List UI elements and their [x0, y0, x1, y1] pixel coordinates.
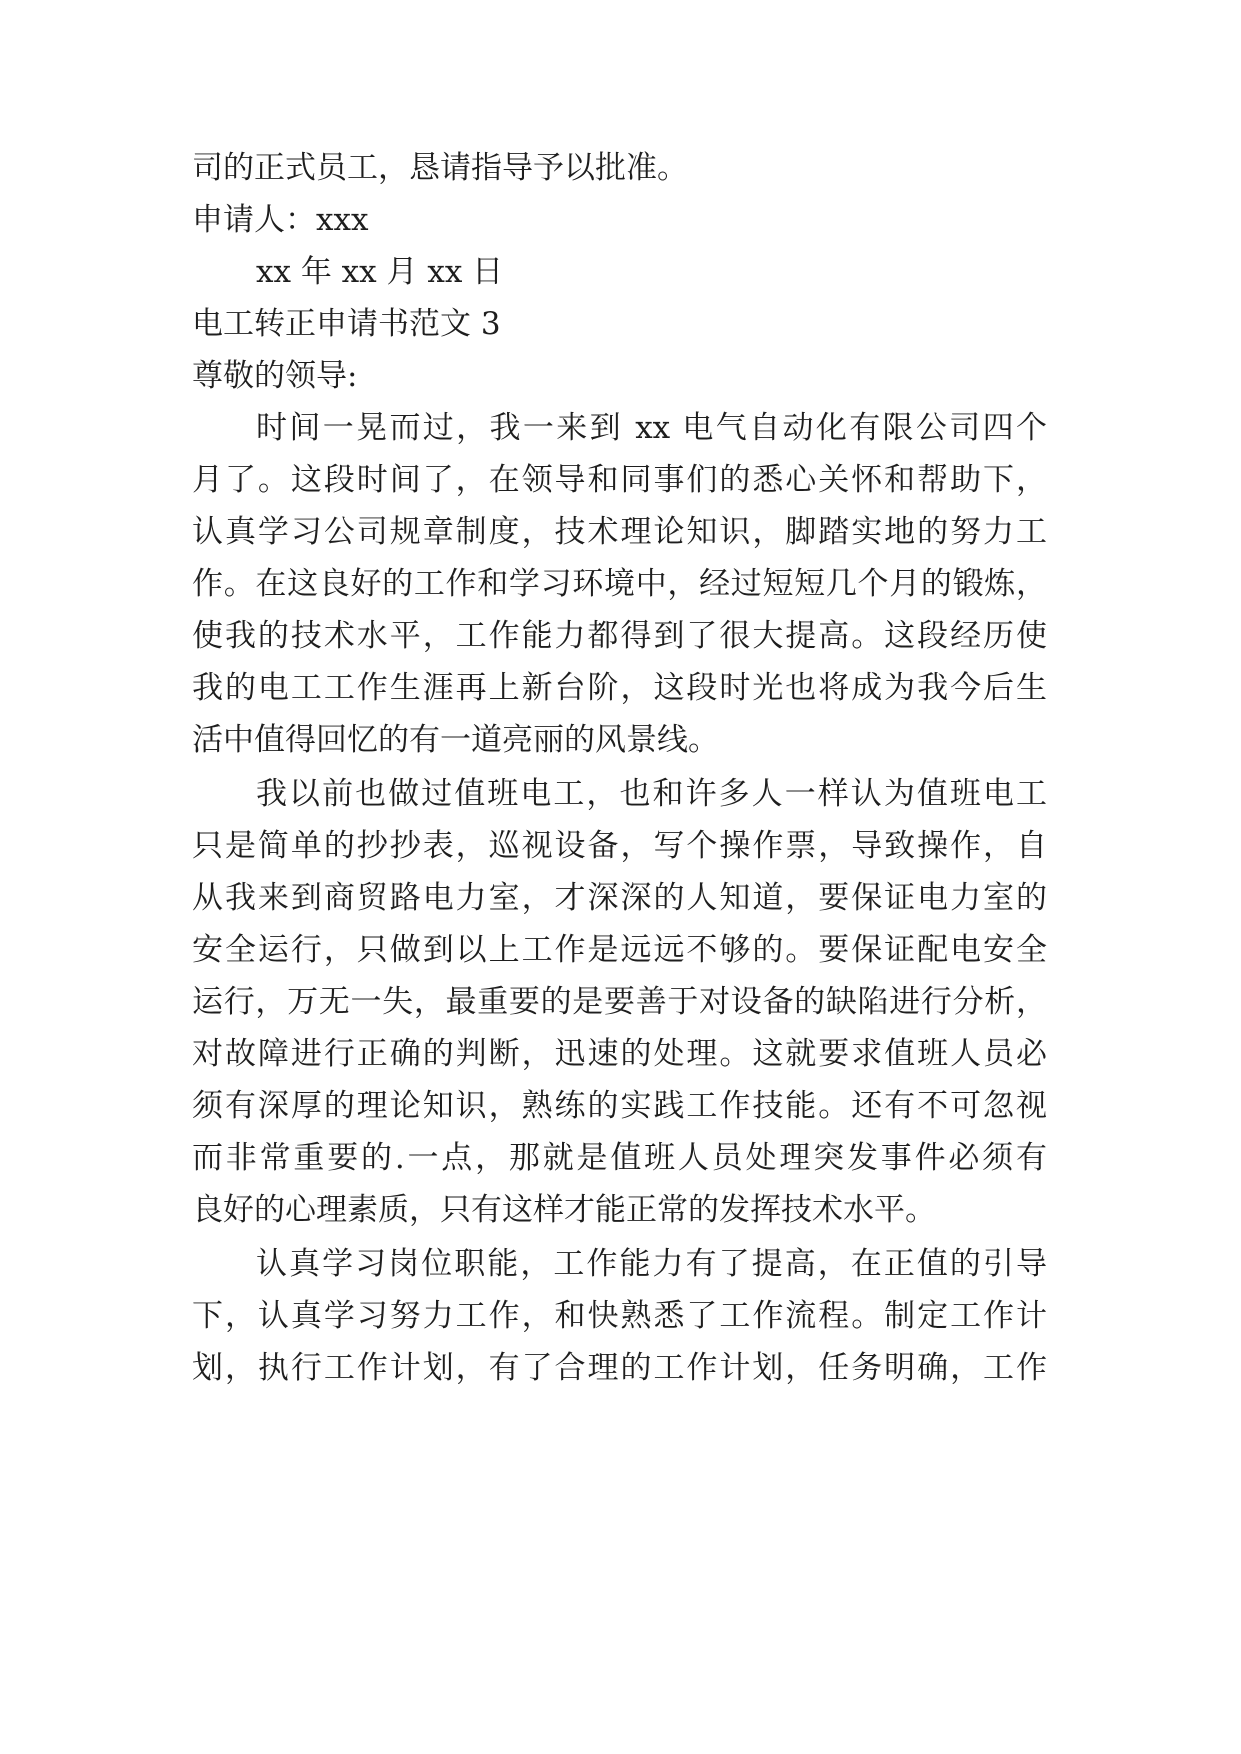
paragraph-2-line-2: 只是简单的抄抄表，巡视设备，写个操作票，导致操作，自 — [192, 828, 1047, 864]
paragraph-3-line-2: 下，认真学习努力工作，和快熟悉了工作流程。制定工作计 — [192, 1298, 1047, 1334]
paragraph-2-line-6: 对故障进行正确的判断，迅速的处理。这就要求值班人员必 — [192, 1036, 1047, 1072]
paragraph-1-line-5: 使我的技术水平，工作能力都得到了很大提高。这段经历使 — [192, 618, 1047, 654]
paragraph-1-line-3: 认真学习公司规章制度，技术理论知识，脚踏实地的努力工 — [192, 514, 1047, 550]
paragraph-2-line-7: 须有深厚的理论知识，熟练的实践工作技能。还有不可忽视 — [192, 1088, 1047, 1124]
paragraph-3-line-3: 划，执行工作计划，有了合理的工作计划，任务明确，工作 — [192, 1350, 1047, 1386]
paragraph-1-line-6: 我的电工工作生涯再上新台阶，这段时光也将成为我今后生 — [192, 670, 1047, 706]
date-line: xx 年 xx 月 xx 日 — [256, 254, 504, 290]
paragraph-2-line-8: 而非常重要的.一点，那就是值班人员处理突发事件必须有 — [192, 1140, 1047, 1176]
paragraph-1-line-2: 月了。这段时间了，在领导和同事们的悉心关怀和帮助下， — [192, 462, 1047, 498]
applicant-line: 申请人：xxx — [192, 202, 369, 238]
paragraph-2-line-3: 从我来到商贸路电力室，才深深的人知道，要保证电力室的 — [192, 880, 1047, 916]
paragraph-2-line-9: 良好的心理素质，只有这样才能正常的发挥技术水平。 — [192, 1192, 936, 1228]
section-title: 电工转正申请书范文 3 — [192, 306, 501, 342]
closing-line: 司的正式员工，恳请指导予以批准。 — [192, 150, 688, 186]
paragraph-2-line-4: 安全运行，只做到以上工作是远远不够的。要保证配电安全 — [192, 932, 1047, 968]
paragraph-1-line-7: 活中值得回忆的有一道亮丽的风景线。 — [192, 722, 719, 758]
paragraph-3-line-1: 认真学习岗位职能，工作能力有了提高，在正值的引导 — [256, 1246, 1047, 1282]
paragraph-2-line-1: 我以前也做过值班电工，也和许多人一样认为值班电工 — [256, 776, 1047, 812]
salutation: 尊敬的领导: — [192, 358, 358, 394]
paragraph-1-line-1: 时间一晃而过，我一来到 xx 电气自动化有限公司四个 — [256, 410, 1047, 446]
paragraph-1-line-4: 作。在这良好的工作和学习环境中，经过短短几个月的锻炼， — [192, 566, 1047, 602]
paragraph-2-line-5: 运行，万无一失，最重要的是要善于对设备的缺陷进行分析， — [192, 984, 1047, 1020]
